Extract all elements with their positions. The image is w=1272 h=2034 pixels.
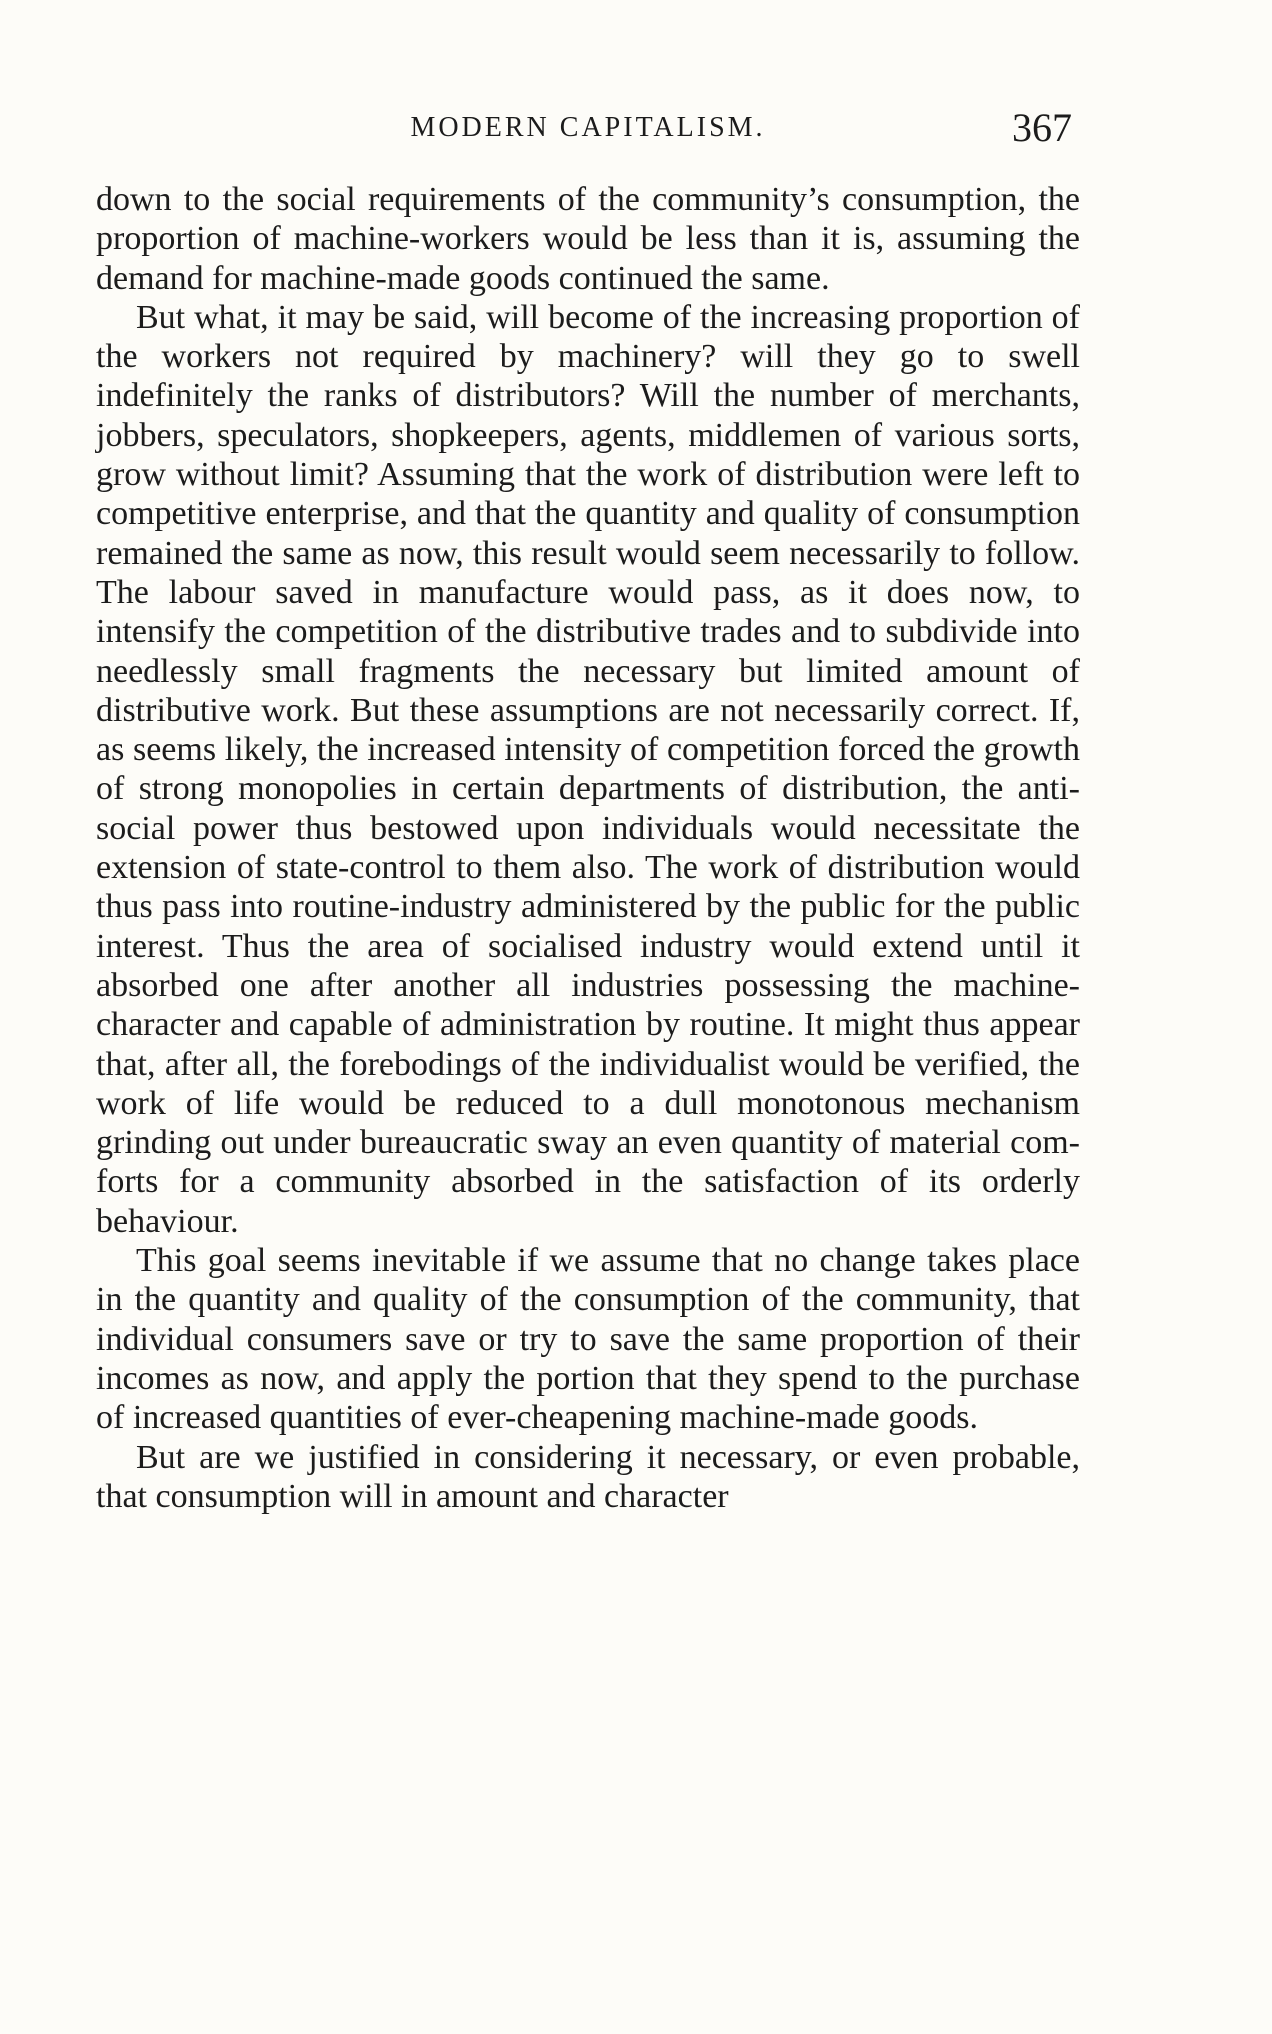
page-header xyxy=(96,104,1080,154)
paragraph-goal: This goal seems inevitable if we assume that no change takes place in the quantity and quality of the consumption of the community, that individual consumers save or try to save the same proportion of their incomes as now, and apply the portion that they spend to the purchase of increased quantities of ever-cheapening machine-made goods. xyxy=(96,1242,1080,1437)
page-number: 367 xyxy=(1012,105,1072,150)
paragraph-consumption: But are we justified in considering it necessary, or even probable, that consumption will in amount and character xyxy=(96,1438,1080,1515)
paragraph-distribution: But what, it may be said, will become of the increasing proportion of the workers not required by machinery? will they go to swell indefinitely the ranks of distributors? Will the number of merchants, jobbers, speculators, shopkeepers, agents, middlemen of various sorts, grow without limit? Assuming that the work of distribution were left to competitive enterprise, and that the quantity and quality of consumption remained the same as now, this result would seem necessarily to follow. The labour saved in manufacture would pass, as it does now, to intensify the competition of the distributive trades and to subdivide into needlessly small fragments the necessary but limited amount of distributive work. But these assumptions are not necessarily correct. If, as seems likely, the increased intensity of competition forced the growth of strong monopolies in certain departments of distribution, the anti-social power thus bestowed upon individuals would necessitate the extension of state-control to them also. The work of distribution would thus pass into routine-industry administered by the public for the public interest. Thus the area of socialised industry would extend until it absorbed one after another all industries possessing the machine-character and capable of administration by routine. It might thus appear that, after all, the forebodings of the individualist would be verified, the work of life would be reduced to a dull monotonous mechanism grinding out under bureaucratic sway an even quantity of material comforts for a community absorbed in the satisfaction of its orderly behaviour. xyxy=(96,298,1080,1240)
paragraph-continued: down to the social requirements of the community’s consumption, the proportion of machine-workers would be less than it is, assuming the demand for machine-made goods continued the same. xyxy=(96,181,1080,297)
body-text xyxy=(96,180,1080,1516)
running-head: MODERN CAPITALISM. xyxy=(410,112,766,143)
